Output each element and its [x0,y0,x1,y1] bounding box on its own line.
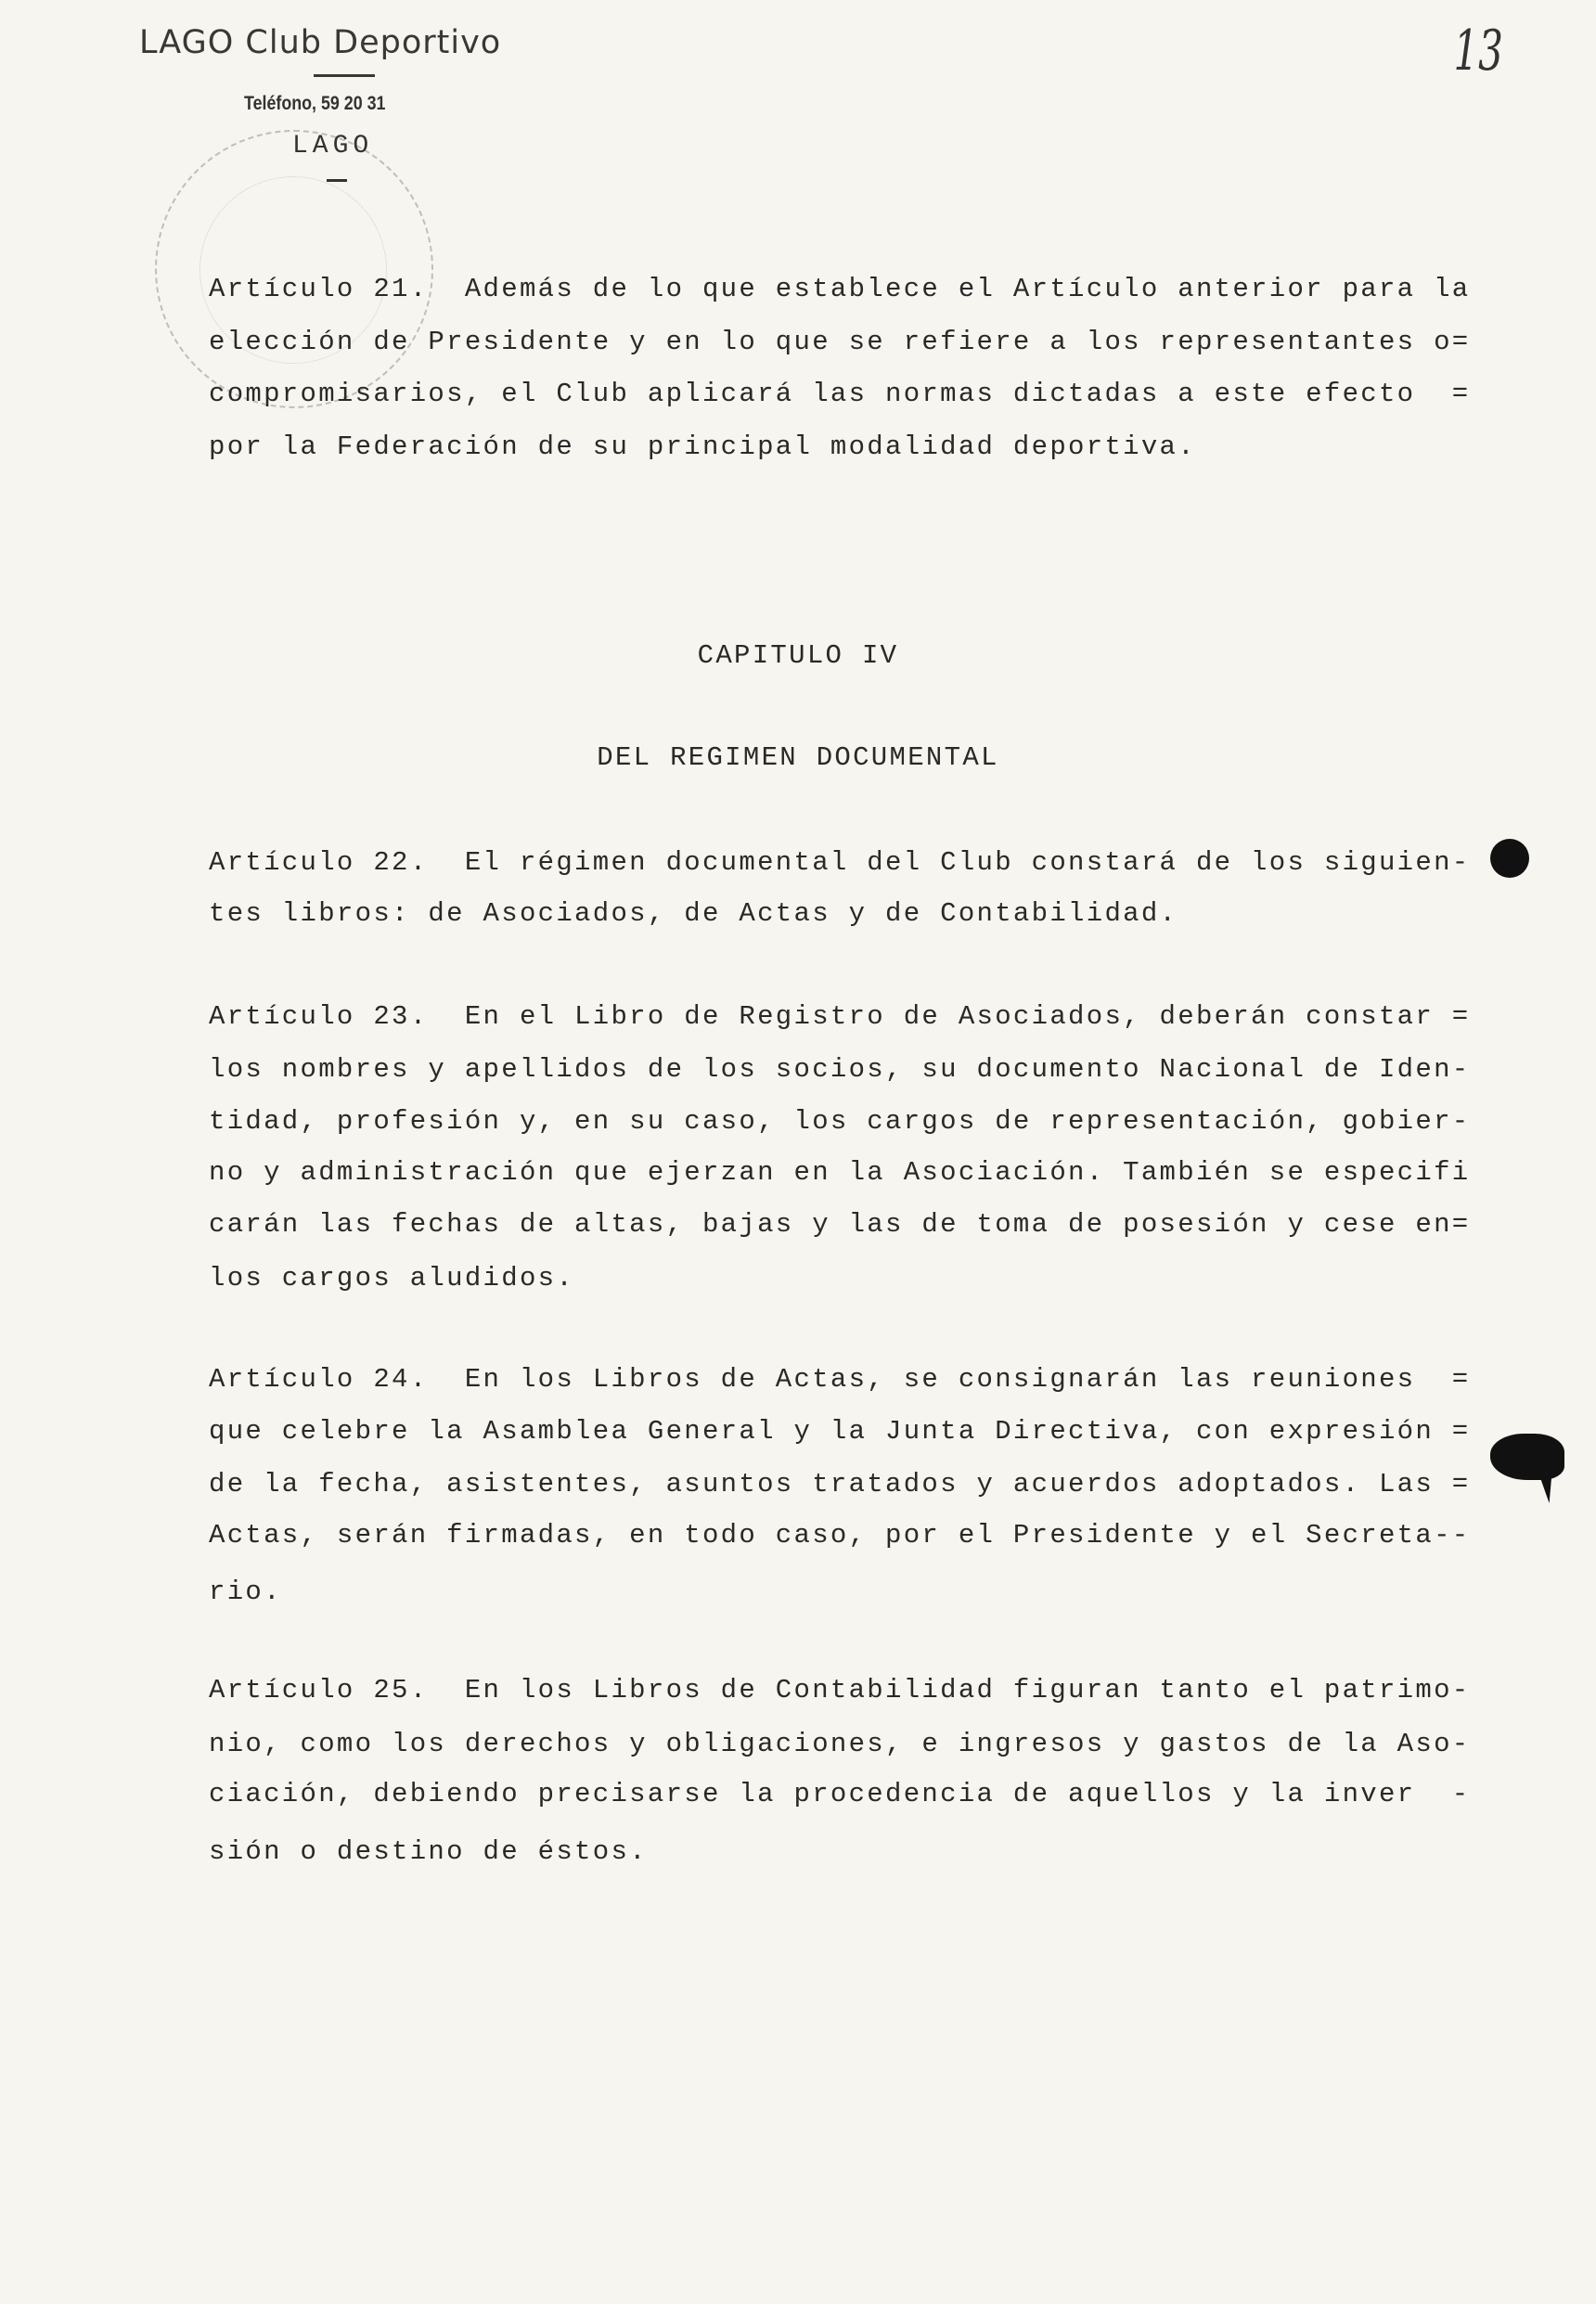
article-line: carán las fechas de altas, bajas y las de toma de posesión y cese en= [209,1209,1471,1240]
letterhead-rule [314,74,375,77]
stamp-text: LAGO [292,132,374,161]
ink-blot [1490,839,1529,878]
chapter-title: DEL REGIMEN DOCUMENTAL [597,742,999,773]
article-line: ciación, debiendo precisarse la procedencia de aquellos y la inver - [209,1779,1471,1809]
article-line: de la fecha, asistentes, asuntos tratados y acuerdos adoptados. Las = [209,1469,1471,1500]
letterhead-title: LAGO Club Deportivo [139,24,502,61]
stamp-dash [327,179,347,182]
article-line: los cargos aludidos. [209,1263,575,1294]
article-line: los nombres y apellidos de los socios, su documento Nacional de Iden- [209,1054,1471,1085]
article-line: rio. [209,1577,282,1607]
article-line: nio, como los derechos y obligaciones, e ingresos y gastos de la Aso- [209,1729,1471,1759]
article-line: Artículo 24. En los Libros de Actas, se consignarán las reuniones = [209,1364,1471,1395]
article-line: Artículo 25. En los Libros de Contabilidad figuran tanto el patrimo- [209,1675,1471,1705]
article-line: Artículo 21. Además de lo que establece el Artículo anterior para la [209,274,1471,304]
article-line: no y administración que ejerzan en la Asociación. También se especifi [209,1157,1471,1188]
article-line: compromisarios, el Club aplicará las normas dictadas a este efecto = [209,379,1471,409]
article-line: sión o destino de éstos. [209,1836,648,1867]
article-line: elección de Presidente y en lo que se refiere a los representantes o= [209,327,1471,357]
article-line: por la Federación de su principal modalidad deportiva. [209,431,1196,462]
article-line: Artículo 22. El régimen documental del Club constará de los siguien- [209,847,1471,878]
article-line: tidad, profesión y, en su caso, los cargos de representación, gobier- [209,1106,1471,1137]
article-line: Artículo 23. En el Libro de Registro de Asociados, deberán constar = [209,1001,1471,1032]
letterhead-phone: Teléfono, 59 20 31 [244,93,386,114]
ink-blot [1490,1434,1564,1480]
chapter-number: CAPITULO IV [697,640,899,671]
ink-blot-tail [1533,1457,1553,1503]
article-line: que celebre la Asamblea General y la Junta Directiva, con expresión = [209,1416,1471,1447]
handwritten-page-number: 13 [1453,19,1503,84]
article-line: tes libros: de Asociados, de Actas y de Contabilidad. [209,898,1178,929]
article-line: Actas, serán firmadas, en todo caso, por el Presidente y el Secreta-- [209,1520,1471,1551]
